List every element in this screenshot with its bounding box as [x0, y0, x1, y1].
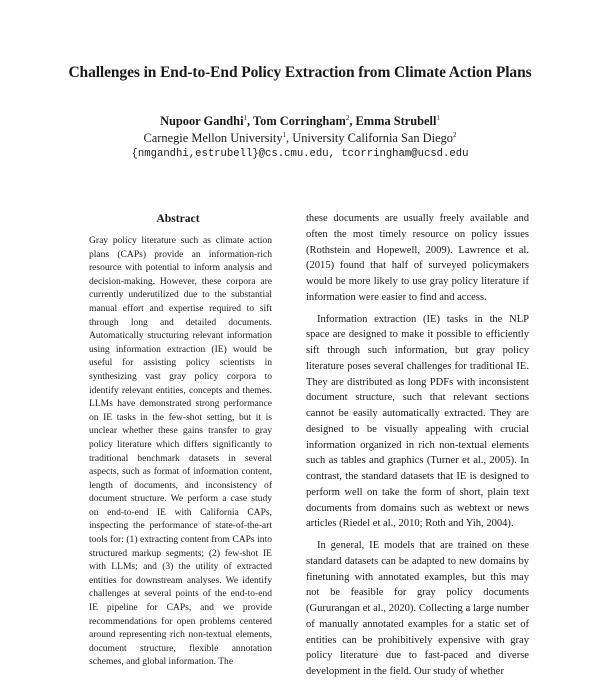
author-emails: {nmgandhi,estrubell}@cs.cmu.edu, tcorringham@ucsd.edu: [131, 148, 469, 160]
abstract-heading: Abstract: [156, 212, 200, 225]
affiliation-mark: 1: [282, 131, 287, 139]
author-affiliation-mark: 1: [436, 114, 440, 122]
author-entry: [356, 114, 440, 128]
body-paragraph: In general, IE models that are trained on these standard datasets can be adapted to new domains by finetuning with annotated examples, but this may not be feasible for gray policy documents (Gururangan et al., 2020). Collecting a large number of manually annotated examples for a static set of entities can be prohibitively expensive with gray policy literature due to fast-paced and diverse development in the field. Our study of whether: [306, 540, 529, 677]
author-affiliation-mark: 2: [345, 114, 350, 122]
author-name: Nupoor Gandhi: [160, 114, 244, 128]
author-name: Emma Strubell: [355, 114, 437, 128]
author-separator: ,: [349, 114, 356, 128]
body-column-right: [306, 211, 529, 686]
affiliation-entry: [292, 131, 456, 145]
abstract-text: Gray policy literature such as climate action plans (CAPs) provide an information-rich resource with potential to inform analysis and decision-making. However, these corpora are currently underutilized due to the substantial manual effort and expertise required to sift through long and detailed documents. Automatically structuring relevant information using information extraction (IE) would be useful for assisting policy scientists in synthesizing vast gray policy corpora to identify relevant entities, concepts and themes. LLMs have demonstrated strong performance on IE tasks in the few-shot setting, but it is unclear whether these gains transfer to gray policy literature which differs significantly to traditional benchmark datasets in several aspects, such as format of information content, length of documents, and inconsistency of document structure. We perform a case study on end-to-end IE with California CAPs, inspecting the performance of state-of-the-art tools for: (1) extracting content from CAPs into structured markup segments; (2) few-shot IE with LLMs; and (3) the utility of extracted entities for downstream analyses. We identify challenges at several points of the end-to-end IE pipeline for CAPs, and we provide recommendations for open problems centered around representing rich non-textual elements, document structure, flexible annotation schemes, and global information. The: [89, 235, 272, 668]
author-list: [0, 114, 600, 129]
body-paragraph: Information extraction (IE) tasks in the NLP space are designed to make it possible to efficiently sift through such information, but gray policy literature poses several challenges for traditional IE. They are distributed as long PDFs with inconsistent document structure, such that relevant sections cannot be easily automatically extracted. They are designed to be visually appealing with crucial information organized in rich non-textual elements such as tables and graphics (Turner et al., 2005). In contrast, the standard datasets that IE is designed to perform well on take the form of short, plain text documents from domains such as webtext or news articles (Riedel et al., 2010; Roth and Yih, 2004).: [306, 313, 529, 530]
author-entry: [253, 114, 349, 128]
affiliation-separator: ,: [286, 131, 293, 145]
affiliation-mark: 2: [452, 131, 457, 139]
author-entry: [160, 114, 247, 128]
paper-title: Challenges in End-to-End Policy Extraction from Climate Action Plans: [68, 64, 532, 81]
affiliation-entry: [144, 131, 287, 145]
author-name: Tom Corringham: [253, 114, 346, 128]
body-paragraph: these documents are usually freely available and often the most timely resource on policy issues (Rothstein and Hopewell, 2009). Lawrence et al. (2015) found that half of surveyed policymakers would be more likely to use gray policy literature if information were easier to find and access.: [306, 213, 529, 303]
affiliation-name: Carnegie Mellon University: [143, 131, 283, 145]
affiliation-list: [0, 131, 600, 146]
affiliation-name: University California San Diego: [292, 131, 453, 145]
author-separator: ,: [247, 114, 253, 128]
author-affiliation-mark: 1: [243, 114, 248, 122]
